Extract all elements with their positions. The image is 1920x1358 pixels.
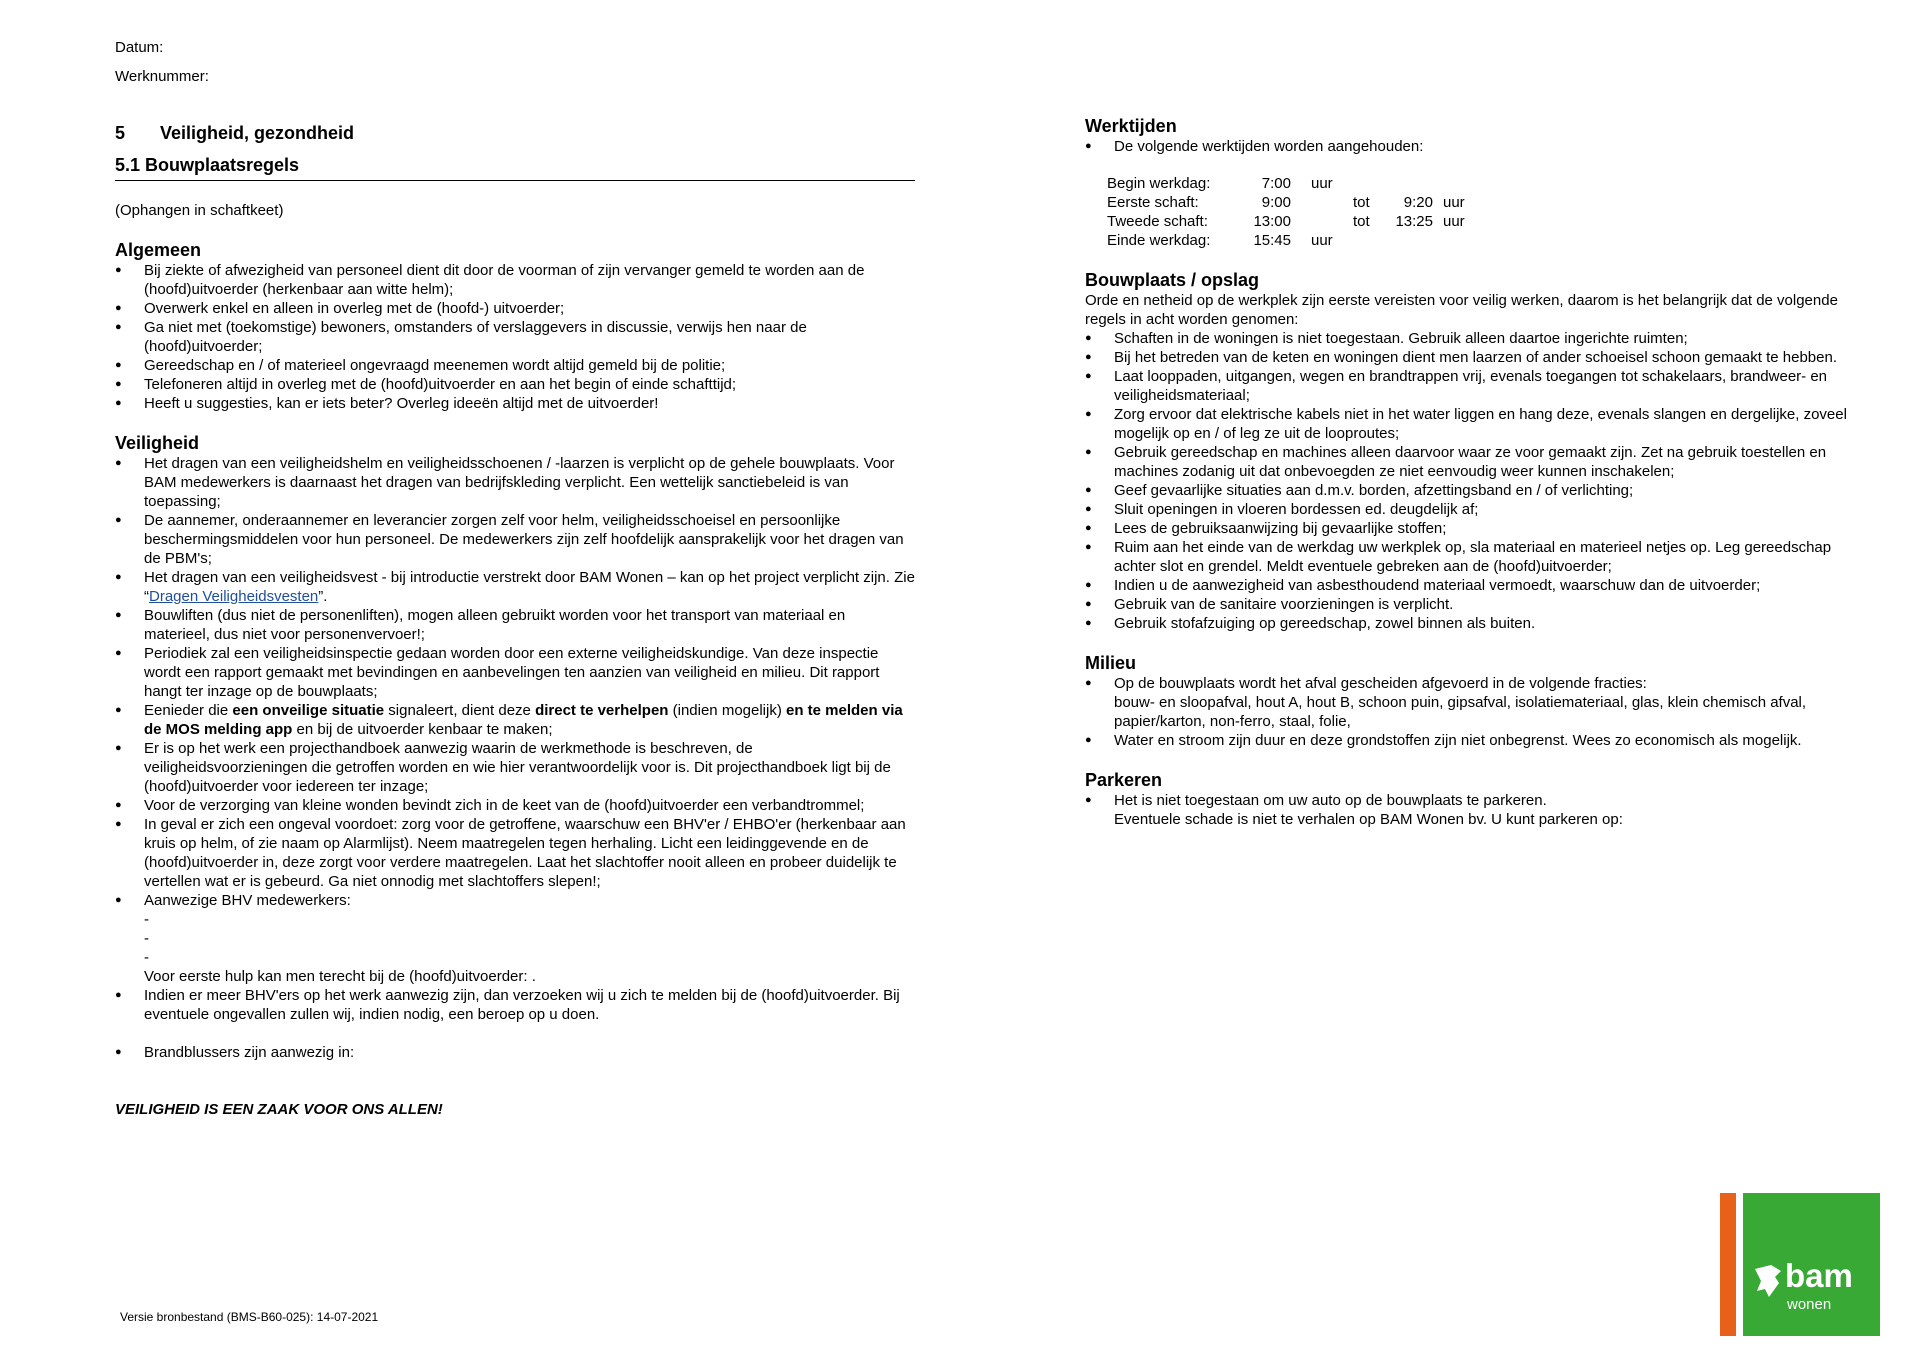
parkeren-item-text: ● Het is niet toegestaan om uw auto op de bouwplaats te parkeren. (1114, 792, 1547, 809)
list-item: ● De volgende werktijden worden aangehouden: (1085, 137, 1875, 156)
section-note: (Ophangen in schaftkeet) (115, 202, 284, 219)
time-unit (1291, 212, 1353, 231)
unsafe-bold: direct te verhelpen (535, 702, 669, 719)
logo-subword: wonen (1787, 1296, 1832, 1313)
list-item: ● Gebruik stofafzuiging op gereedschap, zowel binnen als buiten. (1085, 614, 1875, 633)
list-item: ● Schaften in de woningen is niet toegestaan. Gebruik alleen daartoe ingerichte ruimten; (1085, 329, 1875, 348)
bouwplaats-intro: Orde en netheid op de werkplek zijn eerste vereisten voor veilig werken, daarom is het belangrijk dat de volgende regels in acht worden genomen: (1085, 292, 1838, 328)
parkeren-item-detail: Eventuele schade is niet te verhalen op BAM Wonen bv. U kunt parkeren op: (1114, 811, 1623, 828)
time-unit: uur (1443, 213, 1465, 230)
time-start: 9:00 (1261, 194, 1291, 211)
bouwplaats-list (1085, 329, 1875, 633)
list-item: ● Heeft u suggesties, kan er iets beter? Overleg ideeën altijd met de uitvoerder! (115, 394, 915, 413)
bhv-dash: - (144, 911, 149, 928)
werktijden-heading: Werktijden (1085, 116, 1177, 136)
time-end: 13:25 (1395, 213, 1433, 230)
time-unit: uur (1443, 194, 1465, 211)
section-heading: 5.1 Bouwplaatsregels (115, 154, 915, 181)
chapter-heading (115, 122, 915, 144)
list-item: ● Overwerk enkel en alleen in overleg met de (hoofd-) uitvoerder; (115, 299, 915, 318)
werknummer-label: Werknummer: (115, 68, 209, 85)
time-label: Begin werkdag: (1107, 175, 1211, 192)
bird-icon (1753, 1263, 1783, 1299)
table-row (1107, 193, 1465, 212)
time-tot: tot (1353, 213, 1370, 230)
table-row (1107, 212, 1465, 231)
list-item: ● Bij ziekte of afwezigheid van personeel dient dit door de voorman of zijn vervanger gemeld te worden aan de (hoofd)uitvoerder (herkenbaar aan witte helm); (115, 261, 915, 299)
bhv-dash: - (144, 949, 149, 966)
chapter-title: Veiligheid, gezondheid (160, 123, 355, 143)
list-item: ● Sluit openingen in vloeren bordessen ed. deugdelijk af; (1085, 500, 1875, 519)
list-item: ● Water en stroom zijn duur en deze grondstoffen zijn niet onbegrenst. Wees zo economisch als mogelijk. (1085, 731, 1875, 750)
milieu-item-detail: bouw- en sloopafval, hout A, hout B, schoon puin, gipsafval, isolatiemateriaal, glas, klein chemisch afval, papier/karton, non-ferro, staal, folie, (1114, 694, 1807, 730)
bhv-dash: - (144, 930, 149, 947)
list-item: ● Ruim aan het einde van de werkdag uw werkplek op, sla materiaal en materieel netjes op. Leg gereedschap achter slot en grendel. Meldt eventuele gebreken aan de (hoofd)uitvoerder; (1085, 538, 1875, 576)
unsafe-text: Eenieder die (144, 702, 233, 719)
parkeren-heading: Parkeren (1085, 770, 1163, 790)
list-item: ● In geval er zich een ongeval voordoet: zorg voor de getroffene, waarschuw een BHV'er / EHBO'er (herkenbaar aan kruis op helm, of zie naam op Alarmlijst). Neem maatregelen tegen herhaling. Licht een leidinggevende en de (hoofd)uitvoerder in, deze zorgt voor verdere maatregelen. Laat het slachtoffer nooit alleen en probeer duidelijk te vertellen wat er is gebeurd. Ga niet onnodig met slachtoffers slepen!; (115, 815, 915, 891)
milieu-list (1085, 674, 1875, 750)
list-item: ● Gereedschap en / of materieel ongevraagd meenemen wordt altijd gemeld bij de politie; (115, 356, 915, 375)
datum-label: Datum: (115, 39, 164, 56)
list-item (115, 701, 915, 739)
list-item: ● Periodiek zal een veiligheidsinspectie gedaan worden door een externe veiligheidskundige. Van deze inspectie wordt een rapport gemaakt met bevindingen en aanbevelingen ten aanzien van veiligheid en milieu. Dit rapport hangt ter inzage op de bouwplaats; (115, 644, 915, 701)
time-unit: uur (1311, 232, 1333, 249)
time-end (1385, 231, 1433, 250)
first-aid-text: Voor eerste hulp kan men terecht bij de (hoofd)uitvoerder: . (144, 968, 536, 985)
time-label: Tweede schaft: (1107, 213, 1208, 230)
unsafe-text: (indien mogelijk) (668, 702, 786, 719)
spacer (115, 1024, 915, 1043)
time-label: Eerste schaft: (1107, 194, 1199, 211)
time-start: 7:00 (1261, 175, 1291, 192)
right-column (1085, 116, 1875, 829)
werktijden-list (1085, 137, 1875, 156)
bouwplaats-heading: Bouwplaats / opslag (1085, 270, 1260, 290)
list-item: ● Bij het betreden van de keten en woningen dient men laarzen of ander schoeisel schoon gemaakt te hebben. (1085, 348, 1875, 367)
time-start: 13:00 (1253, 213, 1291, 230)
safety-slogan: VEILIGHEID IS EEN ZAAK VOOR ONS ALLEN! (115, 1101, 443, 1118)
veiligheid-heading: Veiligheid (115, 433, 200, 453)
list-item: ● Brandblussers zijn aanwezig in: (115, 1043, 915, 1062)
logo-word: bam (1785, 1257, 1853, 1294)
milieu-item-text: ● Op de bouwplaats wordt het afval gescheiden afgevoerd in de volgende fracties: (1114, 675, 1647, 692)
time-unit (1433, 231, 1465, 250)
list-item: ● Ga niet met (toekomstige) bewoners, omstanders of verslaggevers in discussie, verwijs hen naar de (hoofd)uitvoerder; (115, 318, 915, 356)
vest-text: Het dragen van een veiligheidsvest - bij introductie verstrekt door BAM Wonen – kan op het project verplicht zijn. Zie “ (144, 569, 915, 605)
list-item (115, 891, 915, 986)
list-item: ● Het dragen van een veiligheidshelm en veiligheidsschoenen / -laarzen is verplicht op de gehele bouwplaats. Voor BAM medewerkers is daarnaast het dragen van bedrijfskleding verplicht. Een wettelijk sanctiebeleid is van toepassing; (115, 454, 915, 511)
work-times-table (1107, 174, 1465, 250)
time-unit: uur (1311, 175, 1333, 192)
chapter-number: 5 (115, 123, 126, 143)
list-item: ● Lees de gebruiksaanwijzing bij gevaarlijke stoffen; (1085, 519, 1875, 538)
veiligheid-list (115, 454, 915, 1024)
list-item: ● Gebruik van de sanitaire voorzieningen is verplicht. (1085, 595, 1875, 614)
parkeren-list (1085, 791, 1875, 829)
list-item: ● Bouwliften (dus niet de personenliften), mogen alleen gebruikt worden voor het transport van materiaal en materieel, dus niet voor personenvervoer!; (115, 606, 915, 644)
time-unit (1291, 193, 1353, 212)
list-item: ● Zorg ervoor dat elektrische kabels niet in het water liggen en hang deze, evenals slangen en dergelijke, zoveel mogelijk op en / of leg ze uit de looproutes; (1085, 405, 1875, 443)
list-item: ● Er is op het werk een projecthandboek aanwezig waarin de werkmethode is beschreven, de veiligheidsvoorzieningen die getroffen worden en wie hier verantwoordelijk voor is. Dit projecthandboek ligt bij de (hoofd)uitvoerder voor iedereen ter inzage; (115, 739, 915, 796)
bhv-label: ● Aanwezige BHV medewerkers: (144, 892, 351, 909)
time-end: 9:20 (1403, 194, 1433, 211)
list-item: ● Geef gevaarlijke situaties aan d.m.v. borden, afzettingsband en / of verlichting; (1085, 481, 1875, 500)
table-row (1107, 174, 1465, 193)
time-start: 15:45 (1253, 232, 1291, 249)
list-item: ● Voor de verzorging van kleine wonden bevindt zich in de keet van de (hoofd)uitvoerder een verbandtrommel; (115, 796, 915, 815)
milieu-heading: Milieu (1085, 653, 1137, 673)
time-tot (1353, 174, 1385, 193)
bam-wonen-logo (1720, 1193, 1880, 1336)
table-row (1107, 231, 1465, 250)
time-tot: tot (1353, 194, 1370, 211)
list-item: ● Indien u de aanwezigheid van asbesthoudend materiaal vermoedt, waarschuw dan de uitvoerder; (1085, 576, 1875, 595)
logo-orange-bar (1720, 1193, 1736, 1336)
list-item: ● De aannemer, onderaannemer en leverancier zorgen zelf voor helm, veiligheidsschoeisel en persoonlijke beschermingsmiddelen voor hun personeel. De medewerkers zijn zelf hoofdelijk aansprakelijk voor het dragen van de PBM's; (115, 511, 915, 568)
algemeen-list (115, 261, 915, 413)
list-item: ● Gebruik gereedschap en machines alleen daarvoor waar ze voor gemaakt zijn. Zet na gebruik toestellen en machines zodanig uit dat onbevoegden ze niet eenvoudig weer kunnen inschakelen; (1085, 443, 1875, 481)
algemeen-heading: Algemeen (115, 240, 202, 260)
unsafe-text: signaleert, dient deze (384, 702, 536, 719)
vest-text-end: ”. (318, 588, 328, 605)
extinguisher-list (115, 1043, 915, 1062)
unsafe-text: en bij de uitvoerder kenbaar te maken; (292, 721, 553, 738)
version-footer: Versie bronbestand (BMS-B60-025): 14-07-2021 (120, 1310, 379, 1324)
list-item: ● Laat looppaden, uitgangen, wegen en brandtrappen vrij, evenals toegangen tot schakelaars, brandweer- en veiligheidsmateriaal; (1085, 367, 1875, 405)
left-column (115, 38, 915, 1119)
unsafe-bold: en te melden via de MOS melding app (144, 702, 903, 738)
unsafe-bold: een onveilige situatie (232, 702, 385, 719)
list-item (1085, 674, 1875, 731)
time-label: Einde werkdag: (1107, 232, 1211, 249)
list-item: ● Telefoneren altijd in overleg met de (hoofd)uitvoerder en aan het begin of einde schafttijd; (115, 375, 915, 394)
time-unit (1433, 174, 1465, 193)
time-end (1385, 174, 1433, 193)
vest-link[interactable]: Dragen Veiligheidsvesten (149, 588, 319, 605)
list-item: ● Indien er meer BHV'ers op het werk aanwezig zijn, dan verzoeken wij u zich te melden bij de (hoofd)uitvoerder. Bij eventuele ongevallen zullen wij, indien nodig, een beroep op u doen. (115, 986, 915, 1024)
list-item (115, 568, 915, 606)
list-item (1085, 791, 1875, 829)
time-tot (1353, 231, 1385, 250)
